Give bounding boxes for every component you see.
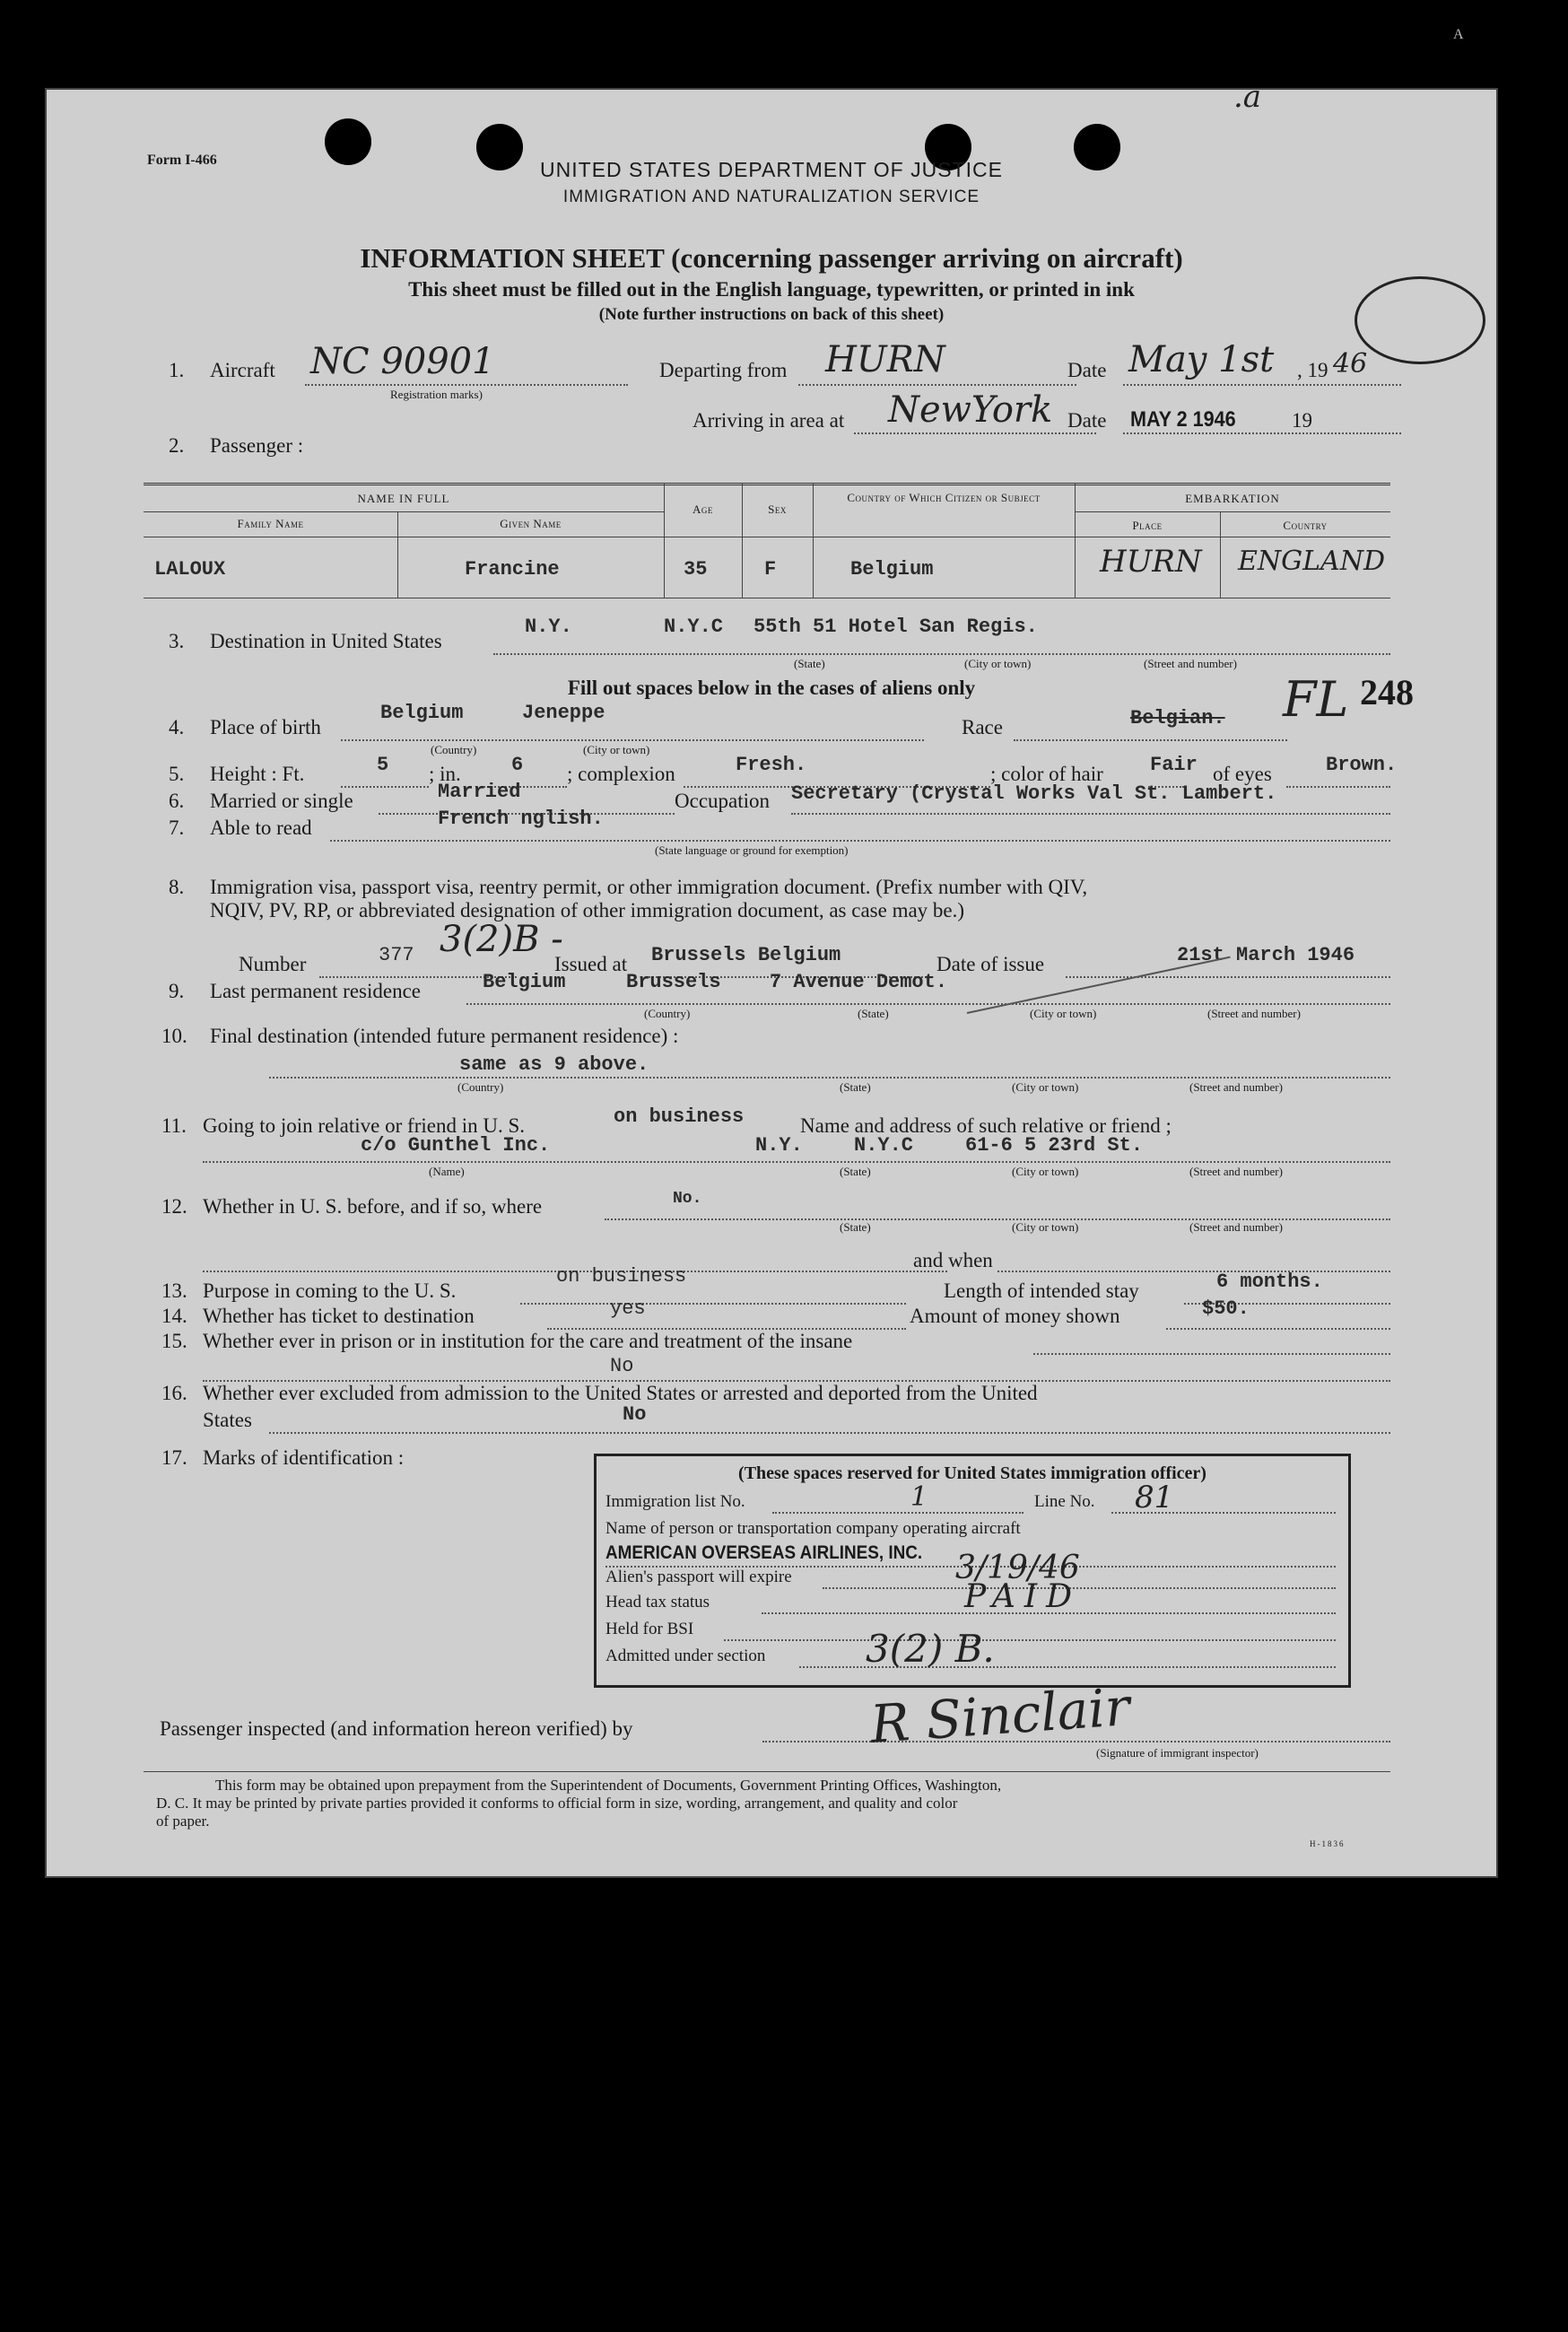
purpose-label: Purpose in coming to the U. S.	[203, 1280, 457, 1302]
marital-label: Married or single	[210, 790, 353, 812]
passport-value: 3/19/46	[955, 1550, 1080, 1586]
family-name-header: Family Name	[237, 517, 304, 530]
relative-state: N.Y.	[755, 1134, 803, 1157]
item4-number: 4.	[169, 716, 185, 738]
caption-name: (Name)	[429, 1165, 465, 1178]
caption-country: (Country)	[644, 1007, 691, 1020]
inspection-label: Passenger inspected (and information hereon verified) by	[160, 1717, 633, 1740]
money-value: $50.	[1202, 1297, 1250, 1320]
caption-city: (City or town)	[964, 657, 1032, 670]
height-ft: 5	[377, 754, 389, 776]
item17-number: 17.	[161, 1446, 187, 1469]
final-destination-label: Final destination (intended future permanent residence) :	[210, 1025, 679, 1047]
embarkation-header: EMBARKATION	[1185, 492, 1280, 505]
page-note: (Note further instructions on back of this sheet)	[598, 305, 945, 324]
height-label: Height : Ft.	[210, 763, 305, 785]
join-value: on business	[614, 1105, 745, 1128]
document-line1: Immigration visa, passport visa, reentry permit, or other immigration document. (Prefix number with QIV,	[210, 876, 1088, 898]
departing-label: Departing from	[659, 359, 788, 381]
relative-name: c/o Gunthel Inc.	[361, 1134, 551, 1157]
destination-state: N.Y.	[525, 616, 572, 638]
excluded-value: No	[623, 1403, 647, 1426]
complexion-label: ; complexion	[567, 763, 675, 785]
ticket-label: Whether has ticket to destination	[203, 1305, 475, 1327]
form-number: Form I-466	[147, 153, 217, 168]
list-label: Immigration list No.	[605, 1492, 745, 1511]
company-value: AMERICAN OVERSEAS AIRLINES, INC.	[605, 1542, 923, 1563]
when-label: and when	[913, 1249, 993, 1271]
item12-number: 12.	[161, 1195, 187, 1218]
citizen-value: Belgium	[850, 558, 934, 581]
citizen-country-header: Country of Which Citizen or Subject	[847, 491, 1041, 504]
height-in: 6	[511, 754, 524, 776]
issue-date-label: Date of issue	[936, 953, 1045, 975]
join-label: Going to join relative or friend in U. S.	[203, 1114, 525, 1137]
caption-street: (Street and number)	[1189, 1080, 1283, 1094]
item10-number: 10.	[161, 1025, 187, 1047]
family-name-value: LALOUX	[154, 558, 226, 581]
item13-number: 13.	[161, 1280, 187, 1302]
read-label: Able to read	[210, 817, 312, 839]
footer-line3: of paper.	[156, 1812, 210, 1830]
service-title: IMMIGRATION AND NATURALIZATION SERVICE	[562, 188, 980, 206]
inch-label: ; in.	[429, 763, 461, 785]
caption-state: (State)	[858, 1007, 889, 1020]
passenger-label: Passenger :	[210, 434, 304, 457]
circle-mark	[1355, 276, 1485, 364]
name-in-full-header: NAME IN FULL	[357, 492, 450, 505]
date2-label: Date	[1067, 409, 1107, 432]
tax-label: Head tax status	[605, 1593, 710, 1611]
age-value: 35	[684, 558, 708, 581]
item9-number: 9.	[169, 980, 185, 1002]
stay-label: Length of intended stay	[944, 1280, 1139, 1302]
place-header: Place	[1132, 519, 1163, 532]
before-label: Whether in U. S. before, and if so, where	[203, 1195, 543, 1218]
date-year: 46	[1333, 348, 1368, 380]
relative-city: N.Y.C	[854, 1134, 914, 1157]
caption-city: (City or town)	[1012, 1220, 1079, 1234]
hair-label: ; color of hair	[990, 763, 1103, 785]
residence-state: Brussels	[626, 971, 721, 993]
occupation-value: Secretary (Crystal Works Val St. Lambert.	[791, 782, 1277, 805]
given-name-header: Given Name	[500, 517, 562, 530]
number-value: 377	[379, 944, 414, 966]
hair-value: Fair	[1150, 754, 1198, 776]
relative-label: Name and address of such relative or friend ;	[800, 1114, 1172, 1137]
section-label: Admitted under section	[605, 1646, 766, 1665]
birth-country: Belgium	[380, 702, 464, 724]
race-label: Race	[962, 716, 1003, 738]
item15-number: 15.	[161, 1330, 187, 1352]
occupation-label: Occupation	[675, 790, 771, 812]
list-value: 1	[910, 1481, 928, 1513]
aircraft-value: NC 90901	[310, 341, 495, 382]
money-label: Amount of money shown	[910, 1305, 1120, 1327]
arriving-label: Arriving in area at	[693, 409, 845, 432]
embarkation-country-header: Country	[1283, 519, 1328, 532]
caption-street: (Street and number)	[1189, 1220, 1283, 1234]
caption-city-town: (City or town)	[583, 743, 650, 756]
company-label: Name of person or transportation company operating aircraft	[605, 1519, 1021, 1538]
sex-header: Sex	[768, 502, 787, 516]
footer-line2: D. C. It may be printed by private parties provided it conforms to official form in size, wording, arrangement, and quality and color	[156, 1795, 958, 1812]
caption-city: (City or town)	[1030, 1007, 1097, 1020]
caption-state: (State)	[840, 1220, 871, 1234]
embarkation-place-value: HURN	[1100, 544, 1202, 580]
caption-state: (State)	[840, 1165, 871, 1178]
issued-label: Issued at	[554, 953, 628, 975]
identification-label: Marks of identification :	[203, 1446, 405, 1469]
caption-state: (State)	[840, 1080, 871, 1094]
line-value: 81	[1135, 1480, 1174, 1515]
footer-code: H-1836	[1310, 1839, 1346, 1848]
arriving-value: NewYork	[888, 389, 1053, 431]
item3-number: 3.	[169, 630, 185, 652]
purpose-value: on business	[556, 1265, 687, 1288]
residence-label: Last permanent residence	[210, 980, 421, 1002]
given-name-value: Francine	[465, 558, 560, 581]
before-value: No.	[673, 1190, 702, 1208]
prison-label: Whether ever in prison or in institution for the care and treatment of the insane	[203, 1330, 853, 1352]
item6-number: 6.	[169, 790, 185, 812]
birth-label: Place of birth	[210, 716, 321, 738]
caption-country: (Country)	[431, 743, 477, 756]
read-value: French nglish.	[438, 808, 604, 830]
page-subtitle: This sheet must be filled out in the English language, typewritten, or printed in ink	[408, 278, 1135, 301]
marital-value: Married	[438, 781, 521, 803]
issue-date-value: 21st March 1946	[1177, 944, 1355, 966]
excluded-line2: States	[203, 1409, 252, 1431]
date2-suffix: 19	[1292, 409, 1312, 432]
date-label: Date	[1067, 359, 1107, 381]
inspector-signature: R Sinclair	[867, 1675, 1132, 1756]
tax-value: PAID	[964, 1578, 1081, 1615]
aircraft-label: Aircraft	[210, 359, 275, 381]
race-number: 248	[1360, 672, 1414, 712]
destination-city: N.Y.C	[664, 616, 724, 638]
residence-country: Belgium	[483, 971, 566, 993]
sex-value: F	[764, 558, 777, 581]
age-header: Age	[693, 502, 713, 516]
corner-mark: A	[1453, 27, 1464, 42]
complexion-value: Fresh.	[736, 754, 807, 776]
officer-box-heading: (These spaces reserved for United States immigration officer)	[738, 1463, 1206, 1483]
item5-number: 5.	[169, 763, 185, 785]
registration-caption: Registration marks)	[390, 388, 483, 401]
destination-street: 55th 51 Hotel San Regis.	[754, 616, 1038, 638]
number-hand-mark: 3(2)B -	[440, 919, 563, 960]
item2-number: 2.	[169, 434, 185, 457]
birth-city: Jeneppe	[522, 702, 605, 724]
prison-value: No	[610, 1355, 634, 1377]
departing-value: HURN	[825, 339, 945, 380]
item8-number: 8.	[169, 876, 185, 898]
destination-label: Destination in United States	[210, 630, 442, 652]
footer-line1: This form may be obtained upon prepayment from the Superintendent of Documents, Government Printing Offices, Washington,	[215, 1777, 1002, 1794]
number-label: Number	[239, 953, 307, 975]
officer-box	[594, 1454, 1351, 1688]
item16-number: 16.	[161, 1382, 187, 1404]
form-sheet	[45, 79, 1498, 1878]
race-value: Belgian.	[1130, 707, 1225, 729]
bsi-label: Held for BSI	[605, 1620, 694, 1638]
eyes-value: Brown.	[1326, 754, 1398, 776]
embarkation-country-value: ENGLAND	[1238, 546, 1386, 577]
relative-street: 61-6 5 23rd St.	[965, 1134, 1144, 1157]
item14-number: 14.	[161, 1305, 187, 1327]
caption-street: (Street and number)	[1207, 1007, 1301, 1020]
document-line2: NQIV, PV, RP, or abbreviated designation of other immigration document, as case may be.)	[210, 899, 965, 921]
date2-stamp: MAY 2 1946	[1130, 407, 1236, 432]
date-value: May 1st	[1128, 339, 1275, 380]
stay-value: 6 months.	[1216, 1271, 1323, 1293]
page-title: INFORMATION SHEET (concerning passenger arriving on aircraft)	[360, 242, 1183, 274]
caption-state: (State)	[794, 657, 825, 670]
signature-caption: (Signature of immigrant inspector)	[1096, 1746, 1259, 1760]
line-label: Line No.	[1034, 1492, 1095, 1511]
eyes-label: of eyes	[1213, 763, 1272, 785]
dept-title: UNITED STATES DEPARTMENT OF JUSTICE	[540, 158, 1003, 181]
date-year-prefix: , 19	[1297, 359, 1328, 381]
item7-number: 7.	[169, 817, 185, 839]
issued-value: Brussels Belgium	[651, 944, 841, 966]
passport-label: Alien's passport will expire	[605, 1568, 792, 1586]
section-value: 3(2) B.	[866, 1627, 995, 1671]
caption-street: (Street and number)	[1189, 1165, 1283, 1178]
item11-number: 11.	[161, 1114, 187, 1137]
final-destination-value: same as 9 above.	[459, 1053, 649, 1076]
ticket-value: yes	[610, 1297, 646, 1320]
caption-city: (City or town)	[1012, 1165, 1079, 1178]
caption-street: (Street and number)	[1144, 657, 1237, 670]
caption-city: (City or town)	[1012, 1080, 1079, 1094]
aliens-heading: Fill out spaces below in the cases of aliens only	[567, 677, 976, 699]
excluded-line1: Whether ever excluded from admission to the United States or arrested and deported from the United	[203, 1382, 1038, 1404]
top-mark: .a	[1233, 79, 1262, 115]
read-caption: (State language or ground for exemption)	[655, 843, 849, 857]
race-hand-mark: FL	[1283, 671, 1349, 728]
caption-country: (Country)	[457, 1080, 504, 1094]
item1-number: 1.	[169, 359, 185, 381]
residence-street: 7 Avenue Demot.	[770, 971, 948, 993]
